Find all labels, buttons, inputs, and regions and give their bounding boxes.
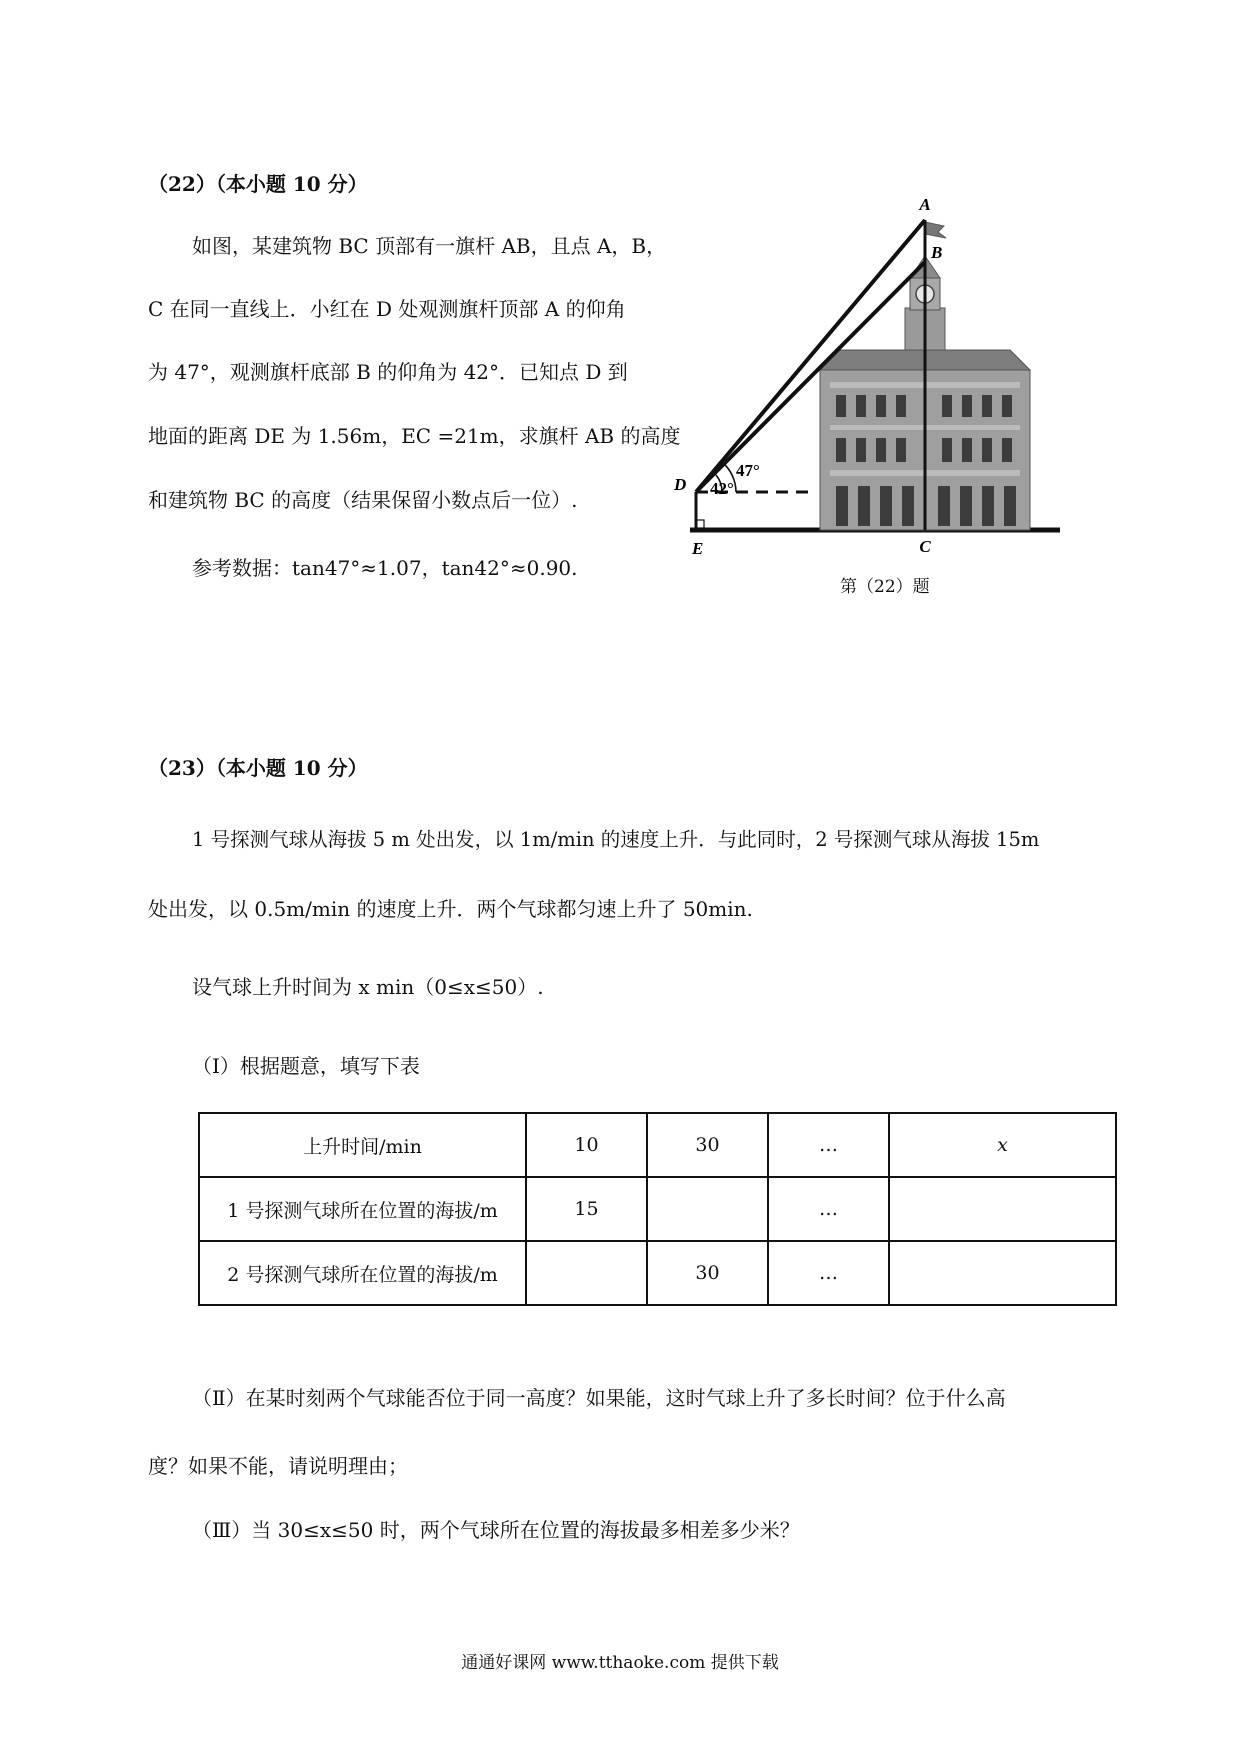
table-cell: 2 号探测气球所在位置的海拔/m bbox=[199, 1241, 526, 1305]
q23-text-line-1: 1 号探测气球从海拔 5 m 处出发，以 1m/min 的速度上升．与此同时，2 号探测气球从海拔 15m bbox=[192, 828, 1040, 851]
table-cell: 10 bbox=[526, 1113, 647, 1177]
label-b: B bbox=[931, 243, 943, 262]
table-row bbox=[199, 1177, 1116, 1241]
q23-setup: 设气球上升时间为 x min（0≤x≤50）. bbox=[192, 975, 544, 999]
q23-part1: （Ⅰ）根据题意，填写下表 bbox=[192, 1054, 420, 1078]
q22-reference-data: 参考数据：tan47°≈1.07，tan42°≈0.90. bbox=[192, 556, 578, 580]
q23-answer-table bbox=[198, 1112, 1117, 1306]
q23-part3: （Ⅲ）当 30≤x≤50 时，两个气球所在位置的海拔最多相差多少米？ bbox=[192, 1518, 800, 1542]
table-cell: … bbox=[768, 1177, 889, 1241]
table-cell bbox=[526, 1241, 647, 1305]
label-angle-47: 47° bbox=[736, 461, 760, 480]
table-row bbox=[199, 1241, 1116, 1305]
table-cell: x bbox=[889, 1113, 1116, 1177]
label-d: D bbox=[674, 475, 687, 494]
table-cell bbox=[889, 1177, 1116, 1241]
table-row bbox=[199, 1113, 1116, 1177]
q22-figure bbox=[674, 190, 1080, 600]
q22-text-line-1: 如图，某建筑物 BC 顶部有一旗杆 AB，且点 A，B， bbox=[192, 234, 667, 258]
table-cell: 30 bbox=[647, 1113, 768, 1177]
label-c: C bbox=[919, 537, 931, 556]
q22-header: （22）（本小题 10 分） bbox=[148, 172, 368, 196]
q23-text-line-2: 处出发，以 0.5m/min 的速度上升．两个气球都匀速上升了 50min. bbox=[148, 897, 753, 921]
q22-text-line-5: 和建筑物 BC 的高度（结果保留小数点后一位）. bbox=[148, 488, 578, 512]
q23-part2-line-2: 度？如果不能，请说明理由； bbox=[148, 1454, 408, 1478]
table-cell: … bbox=[768, 1113, 889, 1177]
q22-text-line-3: 为 47°，观测旗杆底部 B 的仰角为 42°．已知点 D 到 bbox=[148, 360, 628, 384]
table-cell: 15 bbox=[526, 1177, 647, 1241]
table-cell: 上升时间/min bbox=[199, 1113, 526, 1177]
q22-text-line-2: C 在同一直线上．小红在 D 处观测旗杆顶部 A 的仰角 bbox=[148, 297, 626, 321]
q23-part2-line-1: （Ⅱ）在某时刻两个气球能否位于同一高度？如果能，这时气球上升了多长时间？位于什么高 bbox=[192, 1386, 1006, 1410]
q22-figure-caption: 第（22）题 bbox=[840, 577, 930, 597]
label-a: A bbox=[919, 195, 931, 214]
label-e: E bbox=[692, 539, 704, 558]
table-cell: 30 bbox=[647, 1241, 768, 1305]
label-angle-42: 42° bbox=[710, 479, 734, 498]
table-cell bbox=[647, 1177, 768, 1241]
page-footer: 通通好课网 www.tthaoke.com 提供下载 bbox=[461, 1653, 779, 1673]
table-cell: 1 号探测气球所在位置的海拔/m bbox=[199, 1177, 526, 1241]
table-cell: … bbox=[768, 1241, 889, 1305]
flag-icon bbox=[925, 222, 946, 238]
q23-header: （23）（本小题 10 分） bbox=[148, 756, 368, 780]
table-cell bbox=[889, 1241, 1116, 1305]
q22-text-line-4: 地面的距离 DE 为 1.56m，EC =21m，求旗杆 AB 的高度 bbox=[148, 424, 681, 448]
